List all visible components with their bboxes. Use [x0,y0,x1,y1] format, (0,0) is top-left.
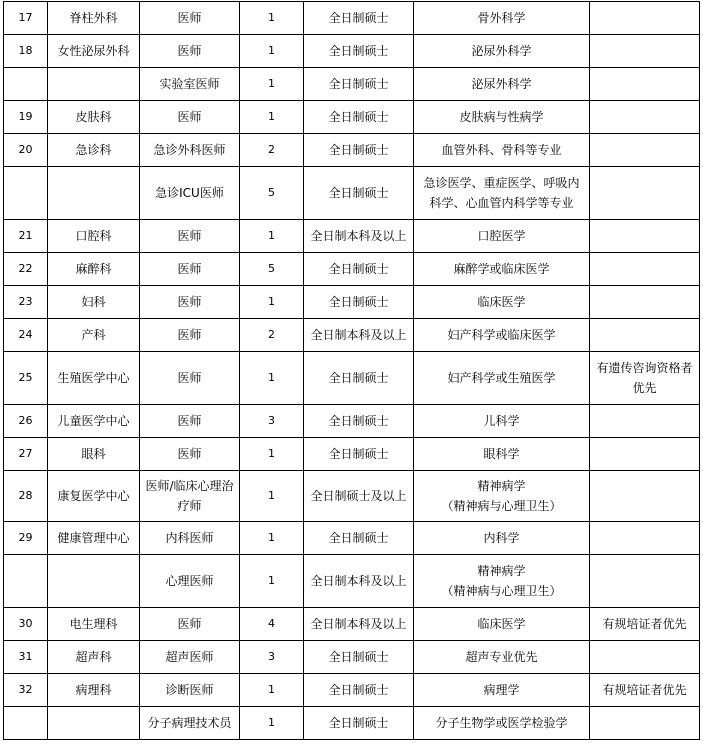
cell-department: 麻醉科 [48,253,140,286]
cell-headcount: 1 [240,352,304,405]
cell-number: 27 [4,438,48,471]
cell-number [4,707,48,740]
cell-department [48,167,140,220]
cell-education: 全日制硕士 [304,438,414,471]
cell-number [4,68,48,101]
cell-position: 医师 [140,352,240,405]
cell-major-line: 皮肤病与性病学 [459,110,544,124]
cell-headcount: 1 [240,35,304,68]
cell-major [414,319,590,352]
table-row [4,352,700,405]
table-row [4,319,700,352]
cell-headcount: 1 [240,522,304,555]
cell-major-line: 妇产科学或临床医学 [447,328,556,342]
cell-number [4,555,48,608]
cell-position: 心理医师 [140,555,240,608]
cell-major [414,674,590,707]
cell-headcount: 3 [240,405,304,438]
cell-number: 21 [4,220,48,253]
table-row [4,522,700,555]
table-row [4,674,700,707]
cell-note [590,2,700,35]
cell-major [414,555,590,608]
cell-major-line: 病理学 [483,683,520,697]
cell-note [590,707,700,740]
table-row [4,707,700,740]
cell-position: 实验室医师 [140,68,240,101]
cell-headcount: 1 [240,220,304,253]
cell-note-line: 有规培证者优先 [602,683,687,697]
cell-education: 全日制硕士 [304,2,414,35]
cell-education: 全日制硕士 [304,352,414,405]
table-row [4,68,700,101]
cell-education: 全日制本科及以上 [304,220,414,253]
cell-headcount: 1 [240,707,304,740]
cell-headcount: 1 [240,68,304,101]
table-row [4,438,700,471]
cell-education: 全日制硕士 [304,68,414,101]
table-row [4,134,700,167]
cell-position: 医师 [140,438,240,471]
cell-department: 康复医学中心 [48,471,140,522]
cell-headcount: 5 [240,167,304,220]
cell-position: 超声医师 [140,641,240,674]
cell-note [590,522,700,555]
cell-major [414,253,590,286]
cell-department [48,555,140,608]
cell-education: 全日制硕士 [304,674,414,707]
cell-headcount: 1 [240,2,304,35]
cell-major [414,471,590,522]
cell-education: 全日制硕士 [304,35,414,68]
cell-position: 急诊ICU医师 [140,167,240,220]
cell-major [414,2,590,35]
cell-note [590,352,700,405]
cell-headcount: 4 [240,608,304,641]
cell-number: 24 [4,319,48,352]
cell-education: 全日制本科及以上 [304,555,414,608]
cell-department: 皮肤科 [48,101,140,134]
cell-major-line: 儿科学 [483,414,520,428]
cell-number: 22 [4,253,48,286]
cell-position: 医师/临床心理治疗师 [140,471,240,522]
cell-major-line: 骨外科学 [477,11,526,25]
cell-number: 26 [4,405,48,438]
cell-department: 产科 [48,319,140,352]
cell-note [590,286,700,319]
cell-major-line: 眼科学 [483,447,520,461]
cell-position: 医师 [140,2,240,35]
cell-position: 医师 [140,405,240,438]
cell-major-line: 泌尿外科学 [471,77,532,91]
cell-major-line: 泌尿外科学 [471,44,532,58]
cell-number: 17 [4,2,48,35]
cell-major [414,608,590,641]
table-row [4,641,700,674]
cell-note-line: 有遗传咨询资格者 [596,361,693,375]
cell-department [48,68,140,101]
cell-note [590,405,700,438]
cell-headcount: 1 [240,101,304,134]
cell-major [414,405,590,438]
cell-position: 诊断医师 [140,674,240,707]
cell-major-line: 临床医学 [477,617,526,631]
cell-department: 健康管理中心 [48,522,140,555]
cell-major [414,68,590,101]
cell-number [4,167,48,220]
cell-education: 全日制本科及以上 [304,319,414,352]
cell-position: 急诊外科医师 [140,134,240,167]
table-row [4,286,700,319]
cell-note [590,68,700,101]
cell-department: 急诊科 [48,134,140,167]
cell-education: 全日制硕士 [304,253,414,286]
cell-department: 生殖医学中心 [48,352,140,405]
cell-headcount: 2 [240,319,304,352]
cell-major [414,641,590,674]
cell-department: 超声科 [48,641,140,674]
cell-number: 25 [4,352,48,405]
cell-major-line: 麻醉学或临床医学 [453,262,550,276]
cell-education: 全日制硕士 [304,707,414,740]
cell-major [414,522,590,555]
cell-major-line: 超声专业优先 [465,650,538,664]
cell-note [590,471,700,522]
cell-major-line: （精神病与心理卫生） [441,499,562,513]
table-row [4,555,700,608]
cell-major [414,35,590,68]
cell-number: 20 [4,134,48,167]
cell-department: 电生理科 [48,608,140,641]
cell-education: 全日制硕士 [304,405,414,438]
cell-education: 全日制硕士 [304,522,414,555]
cell-department [48,707,140,740]
cell-major [414,167,590,220]
cell-education: 全日制硕士及以上 [304,471,414,522]
cell-position: 医师 [140,286,240,319]
cell-note [590,167,700,220]
cell-major-line: 精神病学 [477,564,526,578]
cell-note-line: 优先 [632,381,657,395]
table-row [4,608,700,641]
cell-education: 全日制硕士 [304,286,414,319]
cell-headcount: 5 [240,253,304,286]
cell-headcount: 1 [240,674,304,707]
cell-major-line: （精神病与心理卫生） [441,584,562,598]
cell-note [590,319,700,352]
cell-number: 29 [4,522,48,555]
cell-position: 内科医师 [140,522,240,555]
cell-note [590,674,700,707]
table-row [4,405,700,438]
cell-note [590,35,700,68]
table-row [4,220,700,253]
cell-headcount: 1 [240,286,304,319]
cell-number: 19 [4,101,48,134]
cell-note [590,101,700,134]
table-row [4,2,700,35]
cell-major [414,707,590,740]
cell-position: 医师 [140,608,240,641]
cell-major [414,220,590,253]
cell-department: 口腔科 [48,220,140,253]
cell-note [590,134,700,167]
cell-note-line: 有规培证者优先 [602,617,687,631]
cell-headcount: 1 [240,471,304,522]
cell-department: 儿童医学中心 [48,405,140,438]
cell-education: 全日制硕士 [304,641,414,674]
table-row [4,35,700,68]
cell-department: 病理科 [48,674,140,707]
cell-number: 28 [4,471,48,522]
table-row [4,471,700,522]
cell-major-line: 妇产科学或生殖医学 [447,371,556,385]
cell-major-line: 科学、心血管内科学等专业 [429,196,574,210]
cell-major [414,438,590,471]
cell-position: 分子病理技术员 [140,707,240,740]
cell-note [590,253,700,286]
cell-major [414,134,590,167]
cell-major-line: 临床医学 [477,295,526,309]
cell-number: 31 [4,641,48,674]
cell-headcount: 2 [240,134,304,167]
table-row [4,101,700,134]
cell-number: 18 [4,35,48,68]
table-body [4,2,700,740]
cell-note [590,555,700,608]
cell-education: 全日制硕士 [304,101,414,134]
cell-note [590,608,700,641]
cell-department: 女性泌尿外科 [48,35,140,68]
cell-position: 医师 [140,253,240,286]
cell-headcount: 1 [240,438,304,471]
cell-headcount: 3 [240,641,304,674]
cell-department: 眼科 [48,438,140,471]
cell-education: 全日制硕士 [304,134,414,167]
cell-major-line: 分子生物学或医学检验学 [435,716,568,730]
cell-major-line: 血管外科、骨科等专业 [441,143,562,157]
cell-position: 医师 [140,101,240,134]
cell-major [414,101,590,134]
cell-number: 23 [4,286,48,319]
cell-headcount: 1 [240,555,304,608]
cell-major-line: 内科学 [483,531,520,545]
cell-department: 脊柱外科 [48,2,140,35]
cell-note [590,641,700,674]
recruitment-table [3,1,700,740]
cell-major-line: 急诊医学、重症医学、呼吸内 [423,176,580,190]
cell-position: 医师 [140,319,240,352]
cell-position: 医师 [140,35,240,68]
table-row [4,253,700,286]
cell-major [414,352,590,405]
cell-department: 妇科 [48,286,140,319]
cell-note [590,438,700,471]
cell-position: 医师 [140,220,240,253]
cell-education: 全日制本科及以上 [304,608,414,641]
cell-major-line: 精神病学 [477,479,526,493]
cell-major [414,286,590,319]
cell-note [590,220,700,253]
cell-education: 全日制硕士 [304,167,414,220]
cell-major-line: 口腔医学 [477,229,526,243]
cell-number: 32 [4,674,48,707]
cell-number: 30 [4,608,48,641]
table-row [4,167,700,220]
